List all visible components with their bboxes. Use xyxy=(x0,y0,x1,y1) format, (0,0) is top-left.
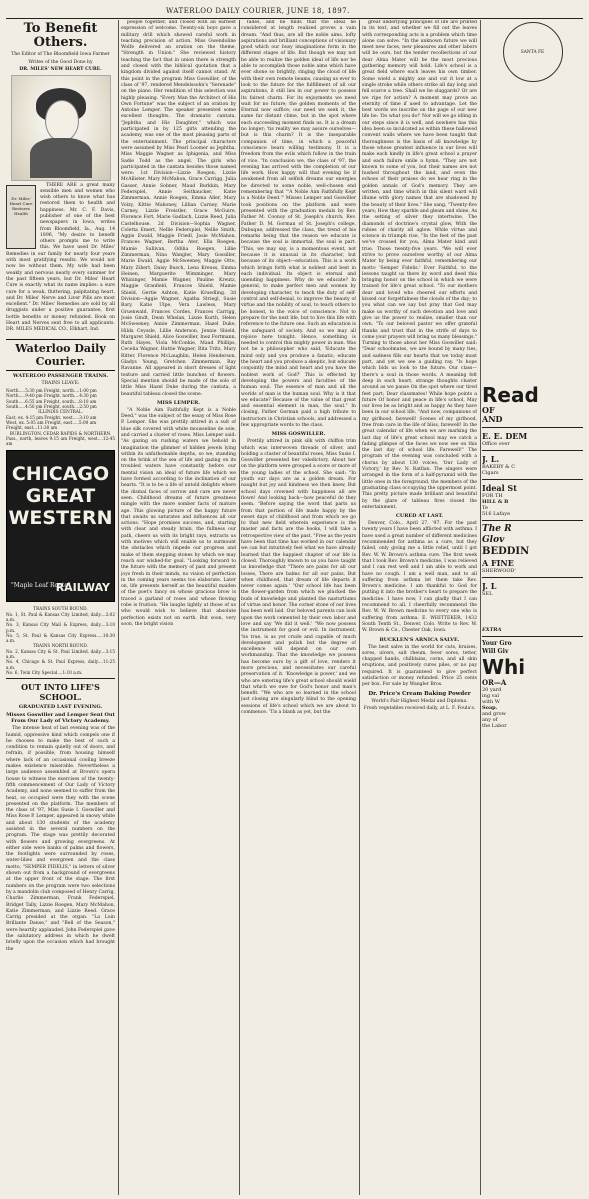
article-deck: Misses Goswiller and Lemper Sent Out From Our Lady of Victory Academy. xyxy=(6,712,115,725)
timetable-row: East, ex. 4:15 pm Freight, west.....3:10 am xyxy=(6,414,97,420)
ad-line: ing val xyxy=(482,693,500,699)
santa-fe-seal: SANTA FE xyxy=(503,22,563,82)
ad-word: OF xyxy=(482,405,495,415)
column-rule xyxy=(480,20,481,1195)
ad-body: THERE ARE a great many sensible men and women who wish others to know what has restored them to health and happiness. Mr. C. F. Davis, publisher of one of the best newspapers in Iowa, writes from Bloomfield, Ia., Aug. 14 1896, "My desire to benefit others prompts me to write this. We have used Dr. Miles' Remedies in our family for nearly four years with most gratifying results. We would not now be without them. My wife had been weakly and nervous nearly every summer for the past fifteen years, but Dr. Miles' Heart Cure is exactly what its name implies: a sure cure for a weak, fluttering, palpitating heart, and Dr. Miles' Nerve and Liver Pills are most excellent." Dr. Miles' Remedies are sold by all druggists under a positive guarantee, first bottle benefits or money refunded. Book on Heart and Nerves sent free to all applicants. DR. MILES MEDICAL CO., Elkhart, Ind. xyxy=(6,182,115,333)
column-rule xyxy=(359,20,360,1195)
ad-line: Will Giv xyxy=(482,648,509,655)
railway-route: "Maple Leaf Route" xyxy=(11,582,71,590)
ad-subhead: Writes of the Good Done by xyxy=(28,59,93,65)
ad-line: Your Gro xyxy=(482,640,512,647)
schedule-row: No. 4, Chicago & St. Paul Express, daily....11:25 a.m. xyxy=(6,659,115,670)
ad-line: FOR TH xyxy=(482,493,503,499)
masthead-title: WATERLOO DAILY COURIER, JUNE 18, 1897. xyxy=(166,7,350,15)
ad-line: Office over xyxy=(482,441,510,447)
ad-subhead: DR. MILES' NEW HEART CURE. xyxy=(19,67,102,72)
timetable-row: South.....6:55 am Freight, south....8:10 am xyxy=(6,398,97,404)
divider xyxy=(482,577,583,578)
divider xyxy=(482,520,583,521)
timetable-row: BURLINGTON, CEDAR RAPIDS & NORTHERN. xyxy=(9,430,112,436)
divider xyxy=(482,636,583,637)
ad-line: and grow xyxy=(482,711,506,717)
section-heading: MISS LEMPER. xyxy=(156,399,201,406)
ad-line: OR—A xyxy=(482,678,507,687)
timetable-row: North.....5:30 pm Freight, north....1:00 pm xyxy=(6,388,97,394)
column-1 xyxy=(6,20,115,1195)
ad-line: HILL & B xyxy=(482,499,509,505)
timetable-subheading: TRAINS LEAVE: xyxy=(41,380,80,386)
column-rule xyxy=(239,20,240,1195)
ad-word: BEDDIN xyxy=(482,546,530,557)
article-body: The intense heat of last evening was of the humid, oppressive kind which compels one if he chooses to make the best of such a condition to remain quietly out of doors, and refrain, if possible, from housing himself where lack of an occasional cooling breeze makes existence miserable. Nevertheless a large audience assembled at Brown's opera house to witness the exercises of the twenty-fifth commencement of Our Lady of Victory Academy, and none seemed to suffer from the heat, so occupied were they with the scene presented on the platform. The members of the class of '97, Miss Susie I. Goswiller and Miss Rose P. Lemper, appeared in snowy white and about 130 students of the academy assisted in the several numbers on the program. The stage was prettily decorated with flowers and growing evergreens. At either side were banks of palms and flowers, the footlights were surrounded by roses, water-lilies and evergreen and the class motto, "SEMPER FIDELIS," in letters of silver shown out from a background of evergreens at the upper front of the stage. The first numbers on the program were two selections by a mandolin club composed of Henry Carrig, Charlie Zimmerman, Frank Federspiel, Bridget Tally, Lizzie Roegen, Mary McMahon, Katie Zimmerman, and Lizzie Reed. Grace Carrig presided at the organ. "La Loin Brillante Danse," and "Bell of the Season," were heartily applauded. John Federspiel gave the salutatory address in which he dwelt briefly upon the occasion which had brought the xyxy=(6,726,115,952)
article-body: The best salve in the world for cuts, bruises, sores, ulcers, salt rheum, fever sores, tetter, chapped hands, chilblains, corns, and all skin eruptions, and positively cures piles, or no pay required. It is guaranteed to give perfect satisfaction or money refunded. Price 25 cents per box. For sale by Wangler Bros. xyxy=(362,644,477,688)
portrait-image xyxy=(11,75,111,181)
ad-word: Whi xyxy=(482,655,526,679)
schedule-row: No. 6, Twin City Special....1:10 a.m. xyxy=(6,669,83,675)
article-body: Denver, Colo., April 27, '97. For the past twenty years I have been afflicted with asthma. I have used a great number of different medicines recommended for asthma as a cure, but they failed, only giving me a little relief, until I got Rev. W. W. Brown's asthma cure. The first week that I took Rev. Brown's medicine, I was relieved and I can rest well and I am able to work and have no cough. I am a well man, and to all suffering from asthma let them take Rev. Brown's medicine. I am thankful to God for putting it into the brother's heart to prepare the medicine. I have now, I can gladly that I can recommend to all. I cheerfully recommend the Rev. W. W. Brown medicine to every one who is suffering from asthma. E. WHITTEKER, 1432 South Tenth St., Denver, Colo. Write to Rev. W. W. Brown & Co., Chester Oak, Iowa. xyxy=(362,521,477,634)
timetable-row: South.....4:50 pm Freight, south....2:50 pm xyxy=(6,404,97,410)
ad-word: Glov xyxy=(482,535,505,545)
schedule-row: TRAINS NORTH BOUND. xyxy=(33,643,88,649)
article-body: "A Noble Aim Faithfully Kept is a Noble Deed," was the subject of the essay of Miss Rose P. Lemper. She was prettily attired in a suit of blue silk covered with white mousseline de soie, and carried a cluster of roses. Miss Lemper said: "As gazing on rushing waters we behold in imagination the glimmer of hidden jewels lying within its unfathomable depths, so we, standing on the brink of the sea of life and gazing on its troubled waters have constantly before our mental vision an ideal of future life which we have formed according to the inclination of our hearts. "It is to be a life of untold delights where the dismal faces of sorrow and care are never seen. Childhood dreams of future greatness mingle with the more somber facts of mature age. This glowing picture of the happy future that awaits us saturates and influences all our actions. "Hope promises success, and, starting with clear and steady brain, the fullness our path, cheers us with its bright rays, extracts us with motives which will enable us to surmount the obstacles which impede our progress and make of them stepping stones by which we may reach our wished-for goal. "Looking forward to the future with the memory of past and present joys fresh in their minds, no vision of perfection in the coming years seems too elaborate. Later on, life presents herself as the beautiful maiden of the poet's fancy on whose gracious brow is traced a garland of roses and whose flowing robe is fruition. "He laughs lightly at those of us who would wish to believe that absolute perfection exists not on earth. But soon, very soon, the bright vision xyxy=(121,407,236,627)
section-heading: BUCKLEN'S ARNICA SALVE. xyxy=(379,636,460,643)
timetable-row: ILLINOIS CENTRAL. xyxy=(38,409,83,415)
railway-schedule xyxy=(6,606,115,675)
schedule-row: No. 5, St. Paul & Kansas City Express.....10:30 a.m. xyxy=(6,632,115,644)
timetable xyxy=(6,388,115,446)
timetable-row: West, ex. 5:05 am Freight, east.....5:00 am xyxy=(6,419,97,425)
section-heading: MISS GOSWILLER. xyxy=(271,431,326,438)
blank-space xyxy=(482,597,583,627)
article-headline: OUT INTO LIFE'S SCHOOL. xyxy=(21,682,100,703)
article-subhead: GRADUATED LAST EVENING. xyxy=(18,704,103,711)
railway-word: RAILWAY xyxy=(55,581,110,595)
masthead xyxy=(6,4,583,19)
ad-word: J. L. xyxy=(482,454,500,464)
ad-word: Read xyxy=(482,383,539,407)
paper-title: Waterloo Daily Courier. xyxy=(6,339,115,371)
timetable-row: Pass., north, leaves 9:15 am Freight, west....12:45 am xyxy=(6,435,115,447)
column-rule xyxy=(118,20,119,1195)
notice: Fresh vegetables received daily, at L. F. Foula's. xyxy=(363,706,476,712)
schedule-row: No. 1, St. Paul & Kansas City Limited, daily....2:02 a.m. xyxy=(6,611,115,622)
dress xyxy=(30,138,92,178)
divider xyxy=(482,427,583,428)
blank-space xyxy=(482,84,583,384)
face xyxy=(45,100,79,142)
ad-word: Ideal St xyxy=(482,483,517,493)
column-5 xyxy=(482,20,583,1195)
ad-word: E. E. DEM xyxy=(482,431,528,441)
section-heading: CURED AT LAST. xyxy=(395,513,444,520)
ad-line: SHERWOOD' xyxy=(482,568,516,574)
timetable-heading: WATERLOO PASSENGER TRAINS. xyxy=(12,372,109,379)
ad-line: with W xyxy=(482,699,500,705)
ad-headline: Dr. Price's Cream Baking Powder xyxy=(368,690,471,697)
column-2 xyxy=(121,20,236,1195)
ad-subhead: The Editor of The Bloomfield Iowa Farmer xyxy=(11,52,110,57)
ad-word: AND xyxy=(482,414,503,424)
article-body: Prettily attired in pink silk with chiffon trim which was interwoven threads of silver, and holding a cluster of beautiful roses, Miss Susie I. Goswiller presented her valedictory. About her on the platform were grouped a score or more of the young ladies of the school. She said: "In youth our days are as a golden dream. For naught but joy and kindness we then knew, But school days crowned with happiness all are flown! And looking back—how peaceful do they seem. "Before saying the word that parts us from that portion of life made happy by the sweet days of childhood and from which we go to that new field wherein experience is the master and facts are the books, I will take a retrospective view of the past. "Free as the years have been that time has worked in our calendar we can but intuitively feel what we have already learned that the happiest chapter of our life is closed. Thoroughly known to us you have taught us knowledge that "There are pains for all our losses, There are balms for all our pains, But when childhood, that dream of life departs it never comes again.' "Our school life has been the flower-garden from which we plucked the buds of knowledge and planted the nasturtiums of virtue and honor. The corner stone of our lives has been well laid. Our beloved parents can look upon the work cemented by their own labor and love and say 'We did it well.' "We now possess the instrument for good or evil. In instrument, 'tis true, is as yet crude and capable of much development and polish but the degree of excellence will depend on our own workmanship. That the knowledge we possess has become ours by a gift of love, renders it more precious, and necessitates our careful preservation of it. 'Knowledge is power,' and we who are entering life's great school should wield that which we owe for God's honor and man's benefit. "We who are so learned in the school just closing are singularly blind to the opening sessions of life's school which we are about to commence. 'Tis a blank as yet, but the xyxy=(241,439,356,716)
divider xyxy=(482,450,583,451)
divider xyxy=(6,678,115,679)
ad-line: the Labor xyxy=(482,723,507,729)
divider xyxy=(482,479,583,480)
schedule-row: No. 3, Kansas City Mail & Express, daily....3:10 p.m. xyxy=(6,622,115,633)
ad-word: J. L xyxy=(482,581,497,591)
ad-word: A FINE xyxy=(482,558,514,568)
article-body: people together, and closed with an earnest expression of welcome. Twenty-six boys gave a military drill which showed careful work in teaching precision of action. Miss Gwendoline Wolfe delivered an oration on the theme, "Strength in Union." She reviewed history teaching the fact that in union there is strength and closed with the biblical quotation that a kingdom divided against itself cannot stand. At this point in the program Miss Goswiller, of the class of '97, rendered Mendelssohn's "Serenade" on the piano. Her rendition of this selection was highly pleasing. "Every Man the Architect of His Own Fortune" was the subject of an oration by Antoine Lemper. The speaker presented some excellent thoughts. The dramatic cantata, "Jephtha and His Daughter," which was participated in by 125 girls attending the academy, was one of the most pleasing parts of the entertainment. The principal characters were assumed by Miss Pearl Loomer as Jephtha, Miss Maggie Wagner as Iphigenia, and Miss Sadie Todd as the angel. The girls who participated in the cantata besides those named were: 1st Division—Lizzie Roegen, Lizzie McAllister, Mary McMahon, Grace Carrigg, Julia Gasser, Annie Sobner, Maud Burkkin, Mary Federspiel, Annie Seithaucker, Katie Zimmerman, Annie Roegen, Emma Aller, Mary Volzy, Kittie Mahoney, Lillian Carney, Marie Carney, Lizzie Freistler, Grace McGuire, Florence Fort, Marie Gadlach, Lizzie Reed, Julia Castelhouse. 2d Division—Sophia Wagner, Coletta Emert, Nellie Federspiel, Nellie Smith, Aggie Ewald, Maggie Friedl, Josie McMahon, Frances Wagner, Bertha Ater, Ella Roegen, Mamie Sullivan, Odilia Roegen, Lillie Zimmerman, Nina Wangler, Mary Gossiller, Marie Ewald, Aggie McSweeney, Maggie Otto, Mary Zibert, Daisy Busch, Lena Kreuss, Emma Heinen, Marguerite Wimminger, Mary Whininger, Mamie Wagner, Pauline Kreutz, Maggie Granfield, Frances Shield, Mamie Shield, Gertie Ashton, Katie Kruedling. 3d Division—Aggie Wagner, Agatha Striegl, Susie Bary, Katie Ulpe, Vera Lawless, Mary Gruenwald, Frances Cordes, Frances Carrigg, Josie Gindt, Dean Whelan, Lizzie Kurth, Helen McSweeney, Annie Zimmerman, Hazel Duke, Hilda Ceyssle, Lillie Anderson, Jennie Shield, Margaret Shield, Alice Goswiller, Inez Fortmann, Ruth Hayes, Viola McConkie, Maud Phillips, Cecelia Wagner, Hattie Wagner, Rita Tritz, Mary Ritter, Florence McLaughlin, Helen Henderson, Gladys Young, Gretchen Zimmerman, Ray Ravanne. All appeared in short dresses of light texture and carried little bunches of flowers. Special mention should be made of the solo of little Miss Hazel Duke during the cantata, a beautiful tableau closed the scene. xyxy=(121,20,236,397)
column-3 xyxy=(241,20,356,1195)
ad-headline: To Benefit Others. xyxy=(23,21,98,50)
timetable-row: Freight, east...11:30 am xyxy=(6,425,58,431)
ad-line: 516 Lafaye xyxy=(482,511,511,517)
schedule-row: TRAINS SOUTH BOUND. xyxy=(33,606,88,612)
railway-name: CHICAGO GREAT WESTERN xyxy=(8,463,113,530)
ad-line: 20 yard xyxy=(482,687,502,693)
ad-line: Soap. xyxy=(482,705,498,711)
ad-word: The R xyxy=(482,524,512,534)
article-body: fades, and he finds that the ideal he considered at length realized proves a vain dream. "And thus, are all the noble aims, lofty aspirations and brilliant conceptions of visionary good which our busy imaginations form in the different stages of life. But though we may not be able to realize the golden ideal of life nor be able to accomplish those noble aims which have ever shone so brightly, ringing the cloud of life with their own remote beams, causing us ever to look to the future for the fulfillment of all our aspirations, it still lies in our power to possess its fairest charm. For its enjoyments we need wait for no future; the golden moments of the Eternal now suffice; our need we seek it, the same far distant clime, but in the spot where each succeeding moment finds us. It is a dream no longer; 'tis reality we may assure ourselves—but is this charm? It is the inseparable companion of time, in which a peaceful conscience bears willing testimony. It is a freedom from the evils which follow in the train of vice. "In conclusion we, the class of '97, the evening has arrived with the completion of our life work. How happy will that evening be if awakened from all selfish dreams our energies be directed to some noble, well-chosen end remembering that "'A Noble Aim Faithfully Kept is a Noble Deed.'" Misses Lemper and Goswiller took positions on the platform and were presented with the graduation medals by Rev. Father M. Coonoy of St. Joseph's church. Rev. Father D. M. Gorman of St. Joseph's college, Dubuque, addressed the class, the trend of his remarks being that the reason we educate is because the soul is immortal, the soul is part. "This, we may say, is a momentous event, not because it is unusual in its character, but because of its object—education. This is a work which brings forth what is noblest and best in each individual. Its object is eternal and unending happiness. Why do we educate? In general, to make perfect men and women by developing character, to teach the duty of self-control and self-denial, to improve the beauty of virtue and the nobility of soul, to teach others to be honest, to the voice of conscience. Not to prepare for the next life, but to live this life with reference to the future one. Such an education is the safeguard of society. And so we may all rejoice here tonight. Hence, something is needed to control this mighty power in man. Was not he a philosopher who said, 'Educate the mind only and you produce a fanatic; educate the heart and you produce a skeptic, but educate conjointly the mind and heart and you have the noblest work of God?' This is effected by developing the powers and faculties of the human soul. The essence of man and all the worlds of man is the human soul. Why is it that we educate? Because of the value of that great and essential element in man, the soul." In closing, Father Gorman paid a high tribute to instructors in Christian schools, and addressed a few appropriate words to the class. xyxy=(241,20,356,428)
railway-ad xyxy=(6,450,115,602)
ad-subhead: World's Fair Highest Medal and Diploma. xyxy=(371,698,468,704)
ad-line: EXTRA xyxy=(482,627,502,633)
ad-line: Cigars xyxy=(482,470,499,476)
medicine-bottle-image: Dr. Miles' Heart Cure Restores Health xyxy=(6,185,36,249)
article-body: great underlying principles of life are printed in its text, and whether we fill out the leaves with corresponding acts is a problem which time alone can solve. "In the unknown future we will meet new faces, new pleasures and other labors will be ours, but the tender recollections of our dear Alma Mater will be the most precious gathering memory will hold. Life's school is a great field where each leaves his own timber. Some wield a mighty axe and cut it low at a single stroke while others strike all day long and fell scarce a tree. Shall we be sluggards? Or are we ripe for action? A moment may prove an eternity of time if used to advantage. Let the best words we inscribe on the page of our new life be: 'Do what you do!' Nor will we go idling in our steps since it is well, and nowhere has this idea been so inculcated as within these hallowed convent walls where we have been taught that thoroughness is the basis of all knowledge by those whose greatest influence in our lives will make each kindly in life's great school a prayer and each failure smile a hymn. "They are not known to some of you, but their names are not hushed throughout the land, and even the echoes of their praises do we hear ring in the golden annals of God's memory. They are written, and time which in this silent ward will illume with glory names that are shadowed by the beauty of their lives." She sang, "Twenty-five years; How they sparkle and gleam and shine, As the setting of silver they intertwine, The diamonds of doctrine's crystal glow, With the rubies of charity all aglow. While virtue and science in triumph rise, "In the feet of the past we've crossed for you, Alma Mater kind and true. Those twenty-five years. "We will ever strive to prove ourselves worthy of our Alma Mater by being ever faithful, remembering our motto 'Semper Fidelis.' Ever Faithful, to the lessons taught us there by word and deed this bringing honor on the school in which we were trained for life's great school. "To our mothers dear and loved who cheered our efforts and kissed our forgetfulness the clouds of the day; to you what can we say but pray that God may make us worthy of such devotion and love and give us the power to realize, smaller than our own. "To our beloved pastor we offer grateful thanks and trust that in the strife of days to come your prayers will bring us many blessings." Turning to those about her Miss Goswiller said: "Dear schoolmates, we are bound by many ties, and sadness fills our hearts that we today must part, and yet we see a guiding ray. "Is hope which bids us look to the future. Our class—there's a soul in those words. A meaning felt deep in each heart, strange thoughts cluster around as we pause On the spot where our tired feet part; Dear classmates! While hope points a future Of honor and peace in life's school, May our lives be as bright and as happy As they have been in our school life. "And now, companions of my girlhood, farewell! Scenes of my girlhood, free from care in the life of bliss, farewell! In the great calendar of life when we are marking the last day of life's great school may we catch a fading glimpse of the faces we now see on this the last day of school life. Farewell!" The program of the evening was concluded with a chorus by about 130 voices, 'Our Lady of Victory,' by Rev. N. Ratllan. The singers were arranged in the form of a half-pyramid with the little ones in the foreground, the members of the graduating class occupying the uppermost point. This pretty picture made brilliant and beautiful by the glare of tableau fires closed the entertainment. xyxy=(362,20,477,510)
column-4 xyxy=(362,20,477,1195)
schedule-row: No. 2, Kansas City & St. Paul Limited, daily....3:15 a.m. xyxy=(6,648,115,660)
ad-line: BAKERY & C xyxy=(482,464,516,470)
ad-line: any of xyxy=(482,717,498,723)
ad-line: Te xyxy=(482,505,488,511)
ad-line: SEL xyxy=(482,591,493,597)
timetable-row: North.....9:40 pm Freight, north....4:30 pm xyxy=(6,393,97,399)
